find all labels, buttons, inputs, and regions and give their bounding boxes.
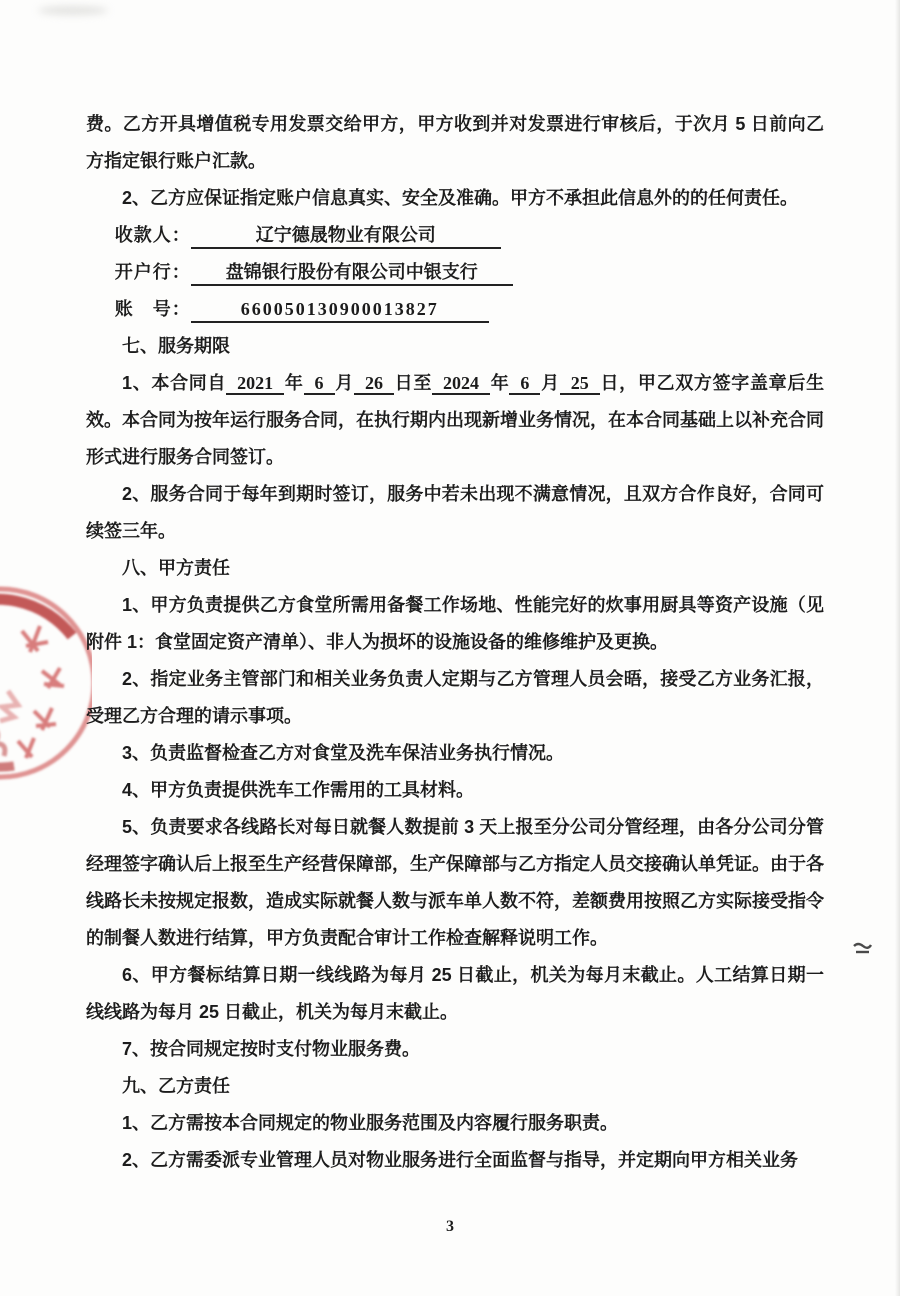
party-a-clause-2: 2、指定业务主管部门和相关业务负责人定期与乙方管理人员会晤，接受乙方业务汇报，受理乙方合理的请示事项。 (86, 669, 824, 726)
month-label: 月 (540, 373, 560, 393)
section-9-heading: 九、乙方责任 (122, 1076, 230, 1096)
payee-field (86, 217, 824, 254)
party-a-clause-6: 6、甲方餐标结算日期一线线路为每月 25 日截止，机关为每月末截止。人工结算日期一线线路为每月 25 日截止，机关为每月末截止。 (86, 965, 824, 1022)
end-day-value: 25 (560, 373, 600, 395)
service-term-clause-2: 2、服务合同于每年到期时签订，服务中若未出现不满意情况，且双方合作良好，合同可续签三年。 (86, 484, 824, 541)
party-a-clause-3: 3、负责监督检查乙方对食堂及洗车保洁业务执行情况。 (122, 743, 565, 763)
ink-mark (851, 941, 873, 957)
party-a-clause-1: 1、甲方负责提供乙方食堂所需用备餐工作场地、性能完好的炊事用厨具等资产设施（见附件 1：食堂固定资产清单）、非人为损坏的设施设备的维修维护及更换。 (86, 595, 824, 652)
scan-artifact-top (38, 6, 108, 15)
red-seal-stamp (0, 576, 92, 791)
clause-text: 日至 (393, 373, 433, 393)
contract-body (86, 106, 824, 1179)
clause-text: 1、本合同自 (122, 373, 227, 393)
page-number: 3 (446, 1218, 454, 1235)
bank-field (86, 254, 824, 291)
account-number-value: 660050130900013827 (191, 297, 489, 323)
bank-label: 开户行： (114, 262, 191, 282)
clause-text: 日，甲乙双方签字盖章后生效。本合同为按年运行服务合同，在执行期内出现新增业务情况，在本合同基础上以补充合同形式进行服务合同签订。 (86, 373, 825, 467)
account-info-clause: 2、乙方应保证指定账户信息真实、安全及准确。甲方不承担此信息外的的任何责任。 (122, 188, 799, 208)
service-term-clause-1 (86, 365, 824, 476)
account-number-field (86, 291, 824, 328)
bank-value: 盘锦银行股份有限公司中银支行 (191, 260, 513, 286)
payee-label: 收款人： (114, 225, 191, 245)
section-7-heading: 七、服务期限 (122, 336, 230, 356)
month-label: 月 (334, 373, 354, 393)
party-a-clause-4: 4、甲方负责提供洗车工作需用的工具材料。 (122, 780, 475, 800)
party-a-clause-5: 5、负责要求各线路长对每日就餐人数提前 3 天上报至分公司分管经理，由各分公司分管经理签字确认后上报至生产经营保障部，生产保障部与乙方指定人员交接确认单凭证。由于各线路长未按规定报数，造成实际就餐人数与派车单人数不符，差额费用按照乙方实际接受指令的制餐人数进行结算，甲方负责配合审计工作检查解释说明工作。 (86, 817, 824, 948)
party-b-clause-2: 2、乙方需委派专业管理人员对物业服务进行全面监督与指导，并定期向甲方相关业务 (122, 1150, 799, 1170)
end-year-value: 2024 (432, 373, 490, 395)
payee-value: 辽宁德晟物业有限公司 (191, 223, 501, 249)
start-day-value: 26 (354, 373, 394, 395)
section-8-heading: 八、甲方责任 (122, 558, 230, 578)
account-number-label: 账 号： (114, 299, 191, 319)
start-year-value: 2021 (226, 373, 284, 395)
year-label: 年 (284, 373, 304, 393)
party-b-clause-1: 1、乙方需按本合同规定的物业服务范围及内容履行服务职责。 (122, 1113, 619, 1133)
scan-artifact-right-edge (895, 0, 900, 1296)
year-label: 年 (490, 373, 510, 393)
end-month-value: 6 (509, 373, 540, 395)
start-month-value: 6 (304, 373, 335, 395)
payment-continuation-paragraph: 费。乙方开具增值税专用发票交给甲方，甲方收到并对发票进行审核后，于次月 5 日前向乙方指定银行账户汇款。 (86, 114, 824, 171)
party-a-clause-7: 7、按合同规定按时支付物业服务费。 (122, 1039, 421, 1059)
